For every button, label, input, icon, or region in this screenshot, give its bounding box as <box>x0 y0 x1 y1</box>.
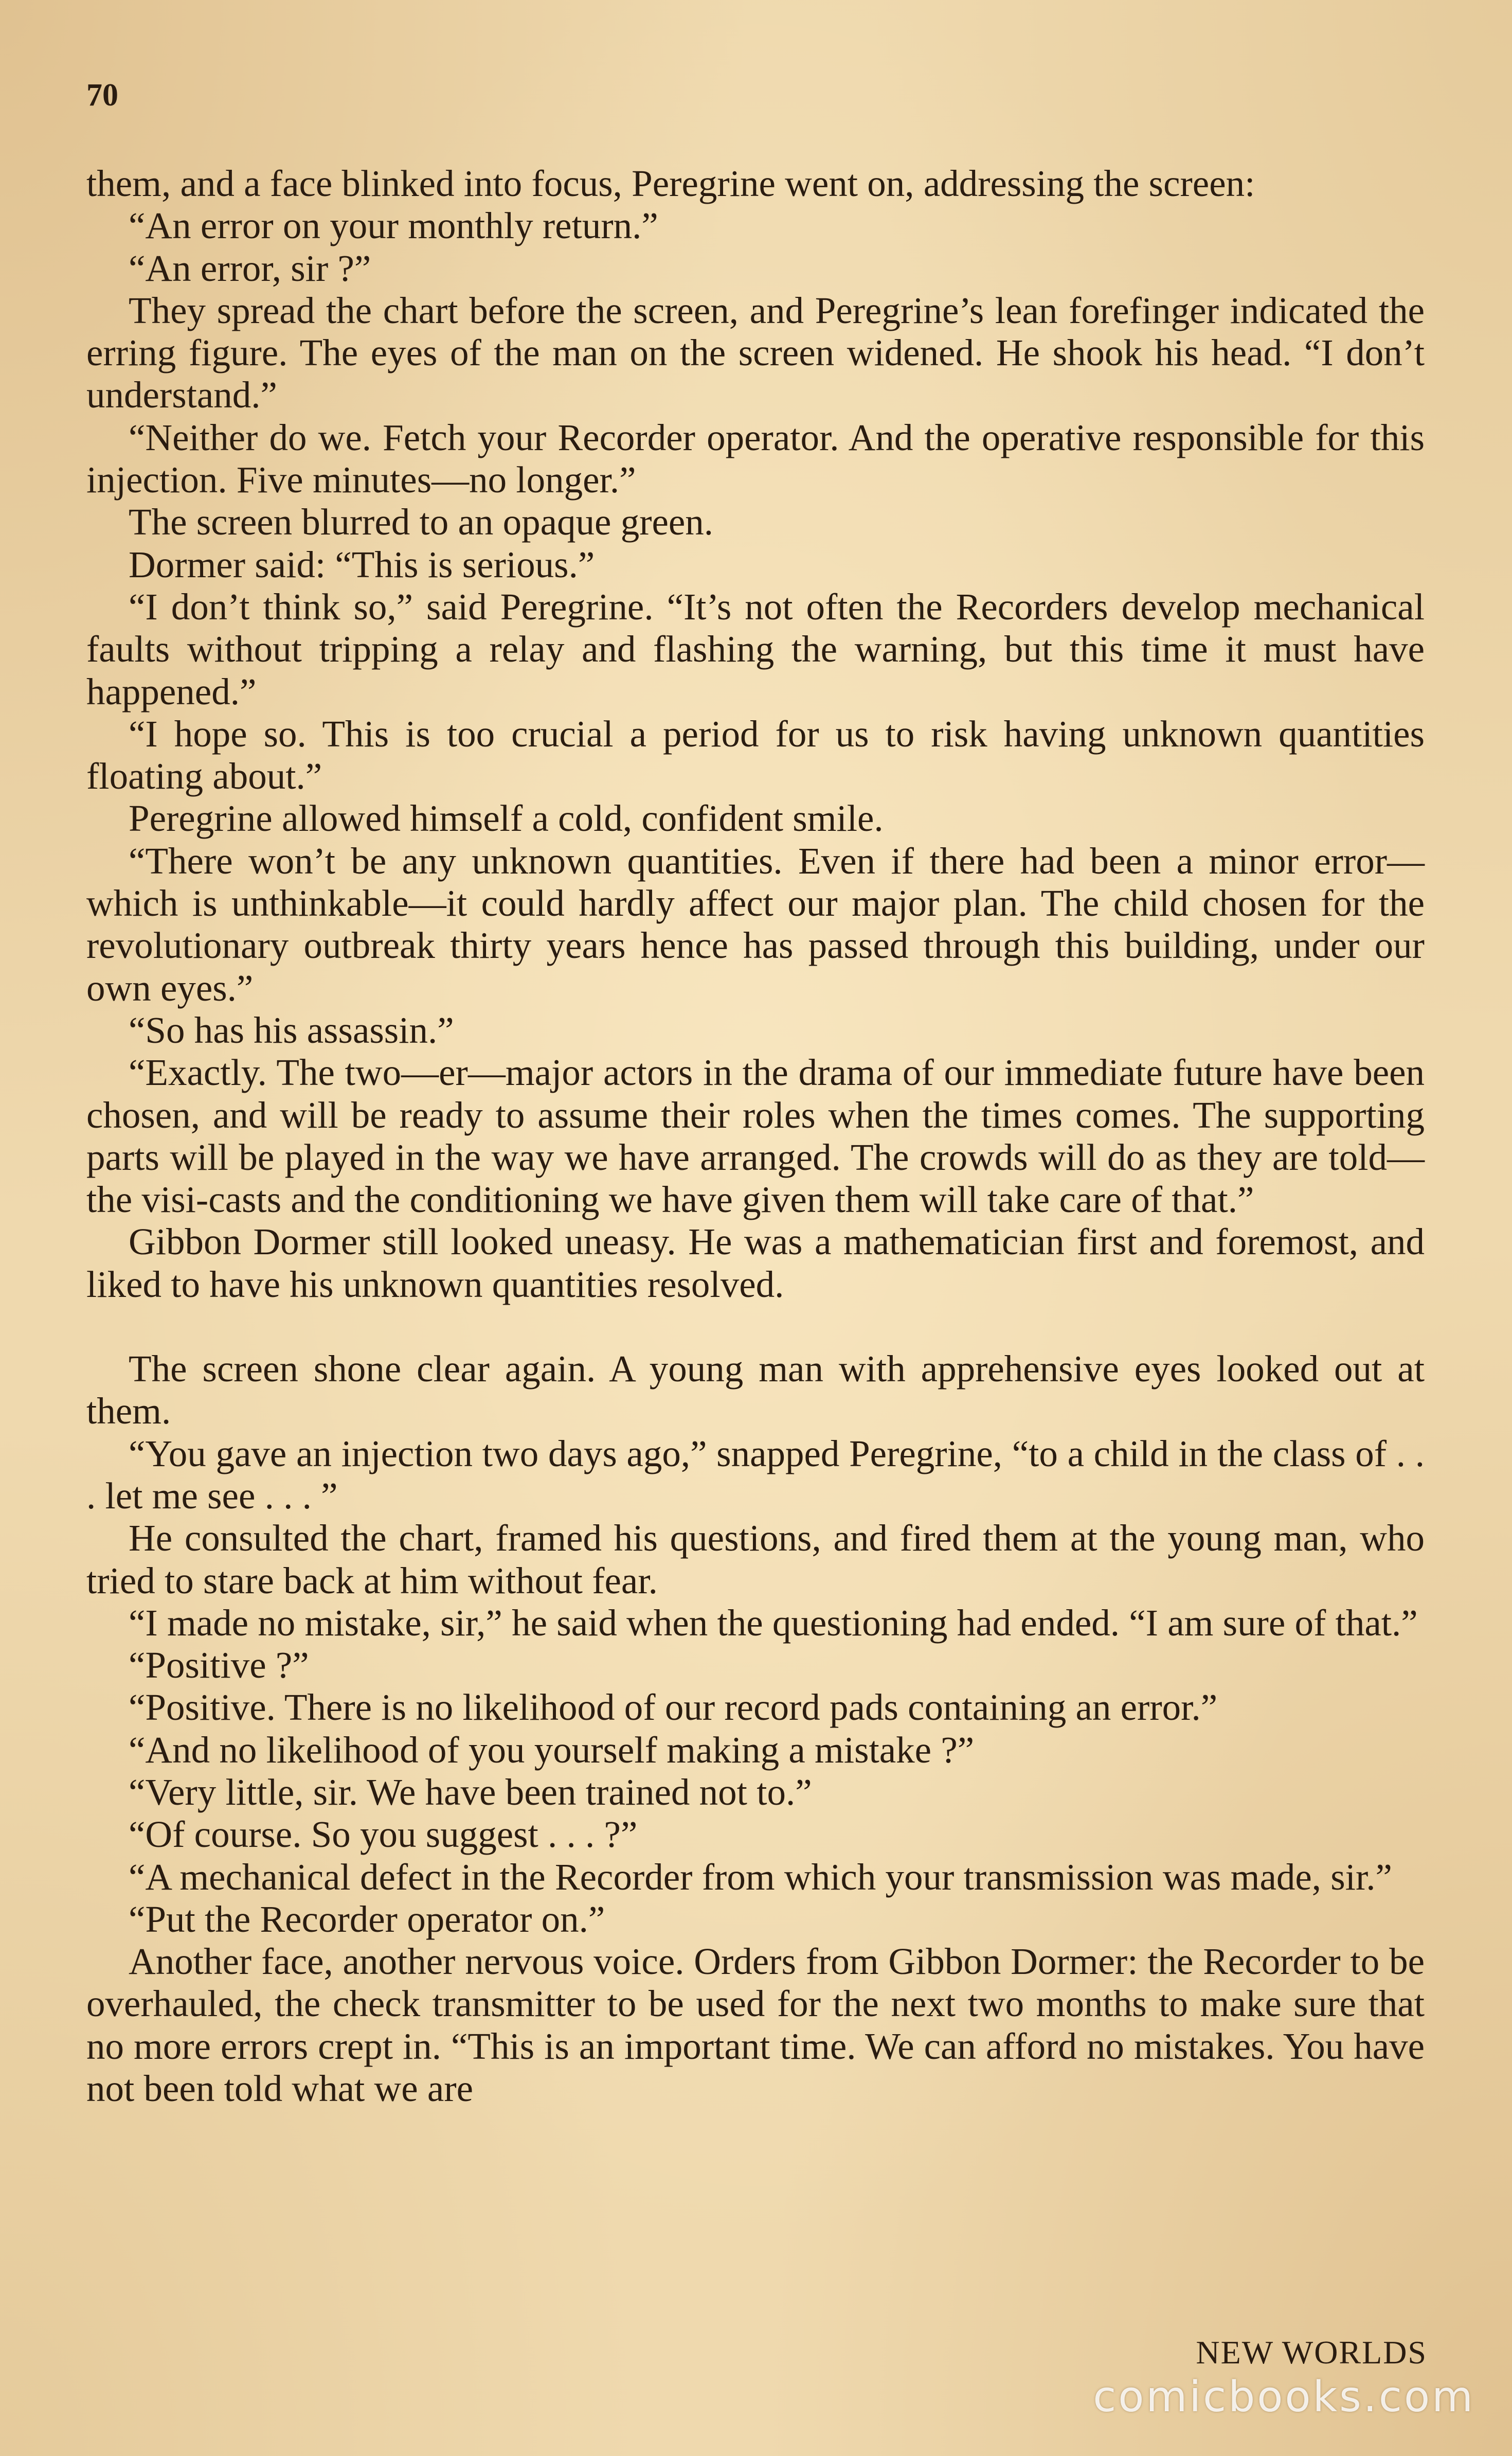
paragraph: “Positive. There is no likelihood of our record pads containing an error.” <box>129 1686 1218 1729</box>
paragraph: They spread the chart before the screen, and Peregrine’s lean forefinger indicated the erring figure. The eyes of the man on the screen widened. He shook his head. “I don’t understand.” <box>86 289 1425 416</box>
paragraph: Dormer said: “This is serious.” <box>129 543 595 585</box>
paragraph: “Positive ?” <box>129 1644 309 1686</box>
paragraph: Gibbon Dormer still looked uneasy. He was a mathematician first and foremost, and liked to have his unknown quantities resolved. <box>86 1221 1425 1305</box>
paragraph: Peregrine allowed himself a cold, confident smile. <box>129 797 884 840</box>
paragraph: “You gave an injection two days ago,” snapped Peregrine, “to a child in the class of . . . let me see . . . ” <box>86 1432 1425 1517</box>
page-body <box>86 163 1425 2110</box>
paragraph: “Very little, sir. We have been trained not to.” <box>129 1771 812 1813</box>
paragraph: “Neither do we. Fetch your Recorder operator. And the operative responsible for this injection. Five minutes—no longer.” <box>86 416 1425 501</box>
paragraph: “A mechanical defect in the Recorder from which your transmission was made, sir.” <box>129 1856 1392 1898</box>
paragraph: “Exactly. The two—er—major actors in the drama of our immediate future have been chosen, and will be ready to assume their roles when the times comes. The supporting parts will be played in the way we have arranged. The crowds will do as they are told—the visi-casts and the conditioning we have given them will take care of that.” <box>86 1052 1425 1221</box>
paragraph: “And no likelihood of you yourself making a mistake ?” <box>129 1729 975 1771</box>
paragraph: “I hope so. This is too crucial a period for us to risk having unknown quantities floating about.” <box>86 713 1425 797</box>
paragraph: The screen blurred to an opaque green. <box>129 501 714 543</box>
paragraph: “An error, sir ?” <box>129 247 371 289</box>
page-number: 70 <box>86 78 118 113</box>
section-break <box>86 1306 1425 1348</box>
paragraph: “An error on your monthly return.” <box>129 205 658 247</box>
paragraph: “So has his assassin.” <box>129 1009 454 1051</box>
paragraph: He consulted the chart, framed his questions, and fired them at the young man, who tried to stare back at him without fear. <box>86 1517 1425 1601</box>
paragraph: “I don’t think so,” said Peregrine. “It’s not often the Recorders develop mechanical faults without tripping a relay and flashing the warning, but this time it must have happened.” <box>86 585 1425 713</box>
paragraph: them, and a face blinked into focus, Peregrine went on, addressing the screen: <box>86 163 1255 204</box>
paragraph: Another face, another nervous voice. Orders from Gibbon Dormer: the Recorder to be overhauled, the check transmitter to be used for the next two months to make sure that no more errors crept in. “This is an important time. We can afford no mistakes. You have not been told what we are <box>86 1941 1425 2110</box>
watermark: comicbooks.com <box>1093 2373 1475 2422</box>
paragraph: “Put the Recorder operator on.” <box>129 1898 605 1940</box>
magazine-footer: NEW WORLDS <box>1196 2334 1427 2371</box>
paragraph: “There won’t be any unknown quantities. Even if there had been a minor error—which is unthinkable—it could hardly affect our major plan. The child chosen for the revolutionary outbreak thirty years hence has passed through this building, under our own eyes.” <box>86 840 1425 1009</box>
paragraph: “I made no mistake, sir,” he said when the questioning had ended. “I am sure of that.” <box>129 1601 1418 1644</box>
paragraph: The screen shone clear again. A young man with apprehensive eyes looked out at them. <box>86 1348 1425 1432</box>
paragraph: “Of course. So you suggest . . . ?” <box>129 1813 638 1856</box>
